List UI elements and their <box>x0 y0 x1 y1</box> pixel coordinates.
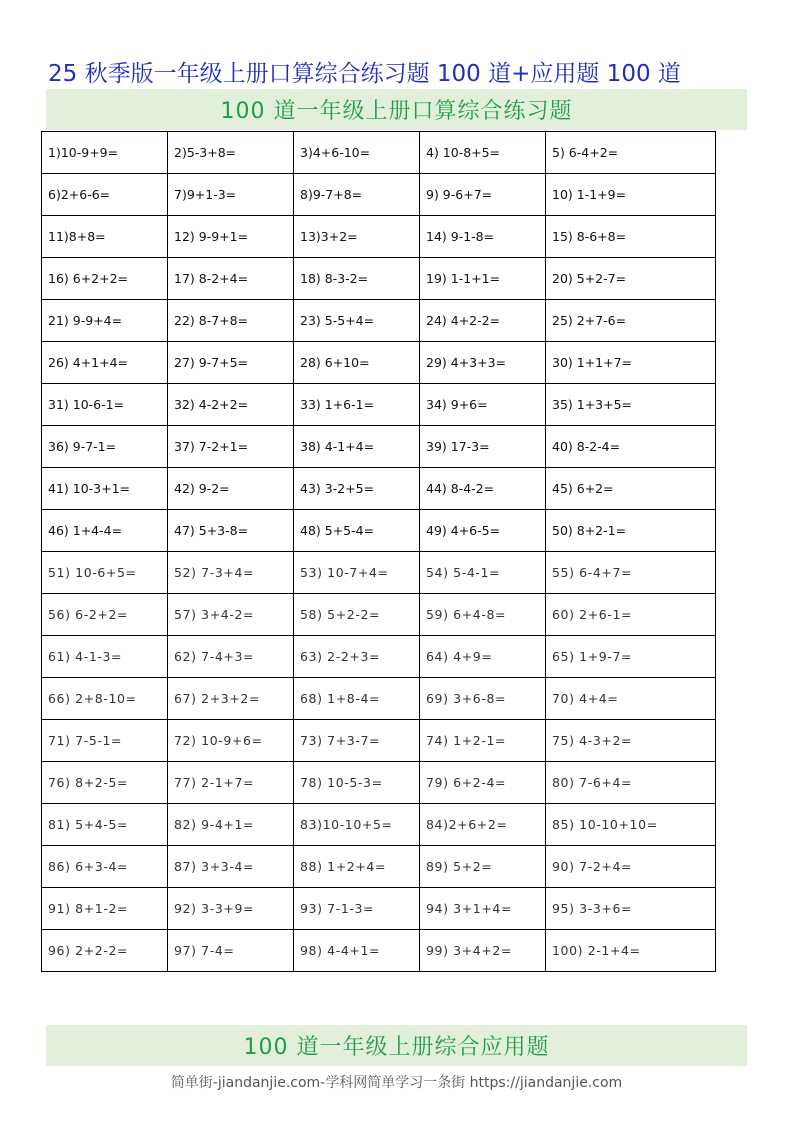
problem-cell: 38) 4-1+4= <box>294 426 420 468</box>
problem-cell: 61) 4-1-3= <box>42 636 168 678</box>
table-row <box>42 468 716 510</box>
problem-cell: 45) 6+2= <box>546 468 716 510</box>
problem-cell: 13)3+2= <box>294 216 420 258</box>
table-row <box>42 258 716 300</box>
problem-cell: 12) 9-9+1= <box>168 216 294 258</box>
problem-cell: 90) 7-2+4= <box>546 846 716 888</box>
table-row <box>42 342 716 384</box>
problem-cell: 23) 5-5+4= <box>294 300 420 342</box>
table-row <box>42 846 716 888</box>
problem-cell: 9) 9-6+7= <box>420 174 546 216</box>
table-row <box>42 510 716 552</box>
problem-cell: 59) 6+4-8= <box>420 594 546 636</box>
problem-cell: 39) 17-3= <box>420 426 546 468</box>
table-row <box>42 594 716 636</box>
problem-cell: 70) 4+4= <box>546 678 716 720</box>
problem-cell: 100) 2-1+4= <box>546 930 716 972</box>
problem-cell: 17) 8-2+4= <box>168 258 294 300</box>
problem-cell: 88) 1+2+4= <box>294 846 420 888</box>
problem-cell: 11)8+8= <box>42 216 168 258</box>
table-row <box>42 762 716 804</box>
table-row <box>42 720 716 762</box>
table-row <box>42 804 716 846</box>
problem-cell: 36) 9-7-1= <box>42 426 168 468</box>
problem-cell: 65) 1+9-7= <box>546 636 716 678</box>
problem-cell: 71) 7-5-1= <box>42 720 168 762</box>
problem-cell: 6)2+6-6= <box>42 174 168 216</box>
problem-cell: 21) 9-9+4= <box>42 300 168 342</box>
table-row <box>42 426 716 468</box>
problem-cell: 91) 8+1-2= <box>42 888 168 930</box>
problem-cell: 75) 4-3+2= <box>546 720 716 762</box>
problem-cell: 26) 4+1+4= <box>42 342 168 384</box>
problem-cell: 20) 5+2-7= <box>546 258 716 300</box>
problem-cell: 46) 1+4-4= <box>42 510 168 552</box>
problem-cell: 14) 9-1-8= <box>420 216 546 258</box>
problem-cell: 28) 6+10= <box>294 342 420 384</box>
section-heading-word-problems <box>46 1025 747 1066</box>
problem-cell: 44) 8-4-2= <box>420 468 546 510</box>
table-row <box>42 636 716 678</box>
problem-cell: 41) 10-3+1= <box>42 468 168 510</box>
problem-cell: 18) 8-3-2= <box>294 258 420 300</box>
problem-cell: 99) 3+4+2= <box>420 930 546 972</box>
table-row <box>42 888 716 930</box>
problem-cell: 74) 1+2-1= <box>420 720 546 762</box>
problem-cell: 22) 8-7+8= <box>168 300 294 342</box>
problem-cell: 16) 6+2+2= <box>42 258 168 300</box>
problem-cell: 25) 2+7-6= <box>546 300 716 342</box>
problem-cell: 4) 10-8+5= <box>420 132 546 174</box>
problem-cell: 19) 1-1+1= <box>420 258 546 300</box>
problem-cell: 48) 5+5-4= <box>294 510 420 552</box>
table-row <box>42 930 716 972</box>
problem-cell: 97) 7-4= <box>168 930 294 972</box>
problem-cell: 89) 5+2= <box>420 846 546 888</box>
problem-cell: 72) 10-9+6= <box>168 720 294 762</box>
problem-cell: 79) 6+2-4= <box>420 762 546 804</box>
problem-cell: 31) 10-6-1= <box>42 384 168 426</box>
problem-cell: 29) 4+3+3= <box>420 342 546 384</box>
problem-cell: 68) 1+8-4= <box>294 678 420 720</box>
problem-cell: 60) 2+6-1= <box>546 594 716 636</box>
problem-cell: 85) 10-10+10= <box>546 804 716 846</box>
problem-cell: 3)4+6-10= <box>294 132 420 174</box>
problem-cell: 93) 7-1-3= <box>294 888 420 930</box>
problem-cell: 49) 4+6-5= <box>420 510 546 552</box>
problem-cell: 50) 8+2-1= <box>546 510 716 552</box>
problem-cell: 87) 3+3-4= <box>168 846 294 888</box>
problem-cell: 34) 9+6= <box>420 384 546 426</box>
problem-cell: 37) 7-2+1= <box>168 426 294 468</box>
problem-cell: 30) 1+1+7= <box>546 342 716 384</box>
problem-cell: 84)2+6+2= <box>420 804 546 846</box>
problem-cell: 95) 3-3+6= <box>546 888 716 930</box>
problem-cell: 92) 3-3+9= <box>168 888 294 930</box>
problem-cell: 1)10-9+9= <box>42 132 168 174</box>
problem-cell: 10) 1-1+9= <box>546 174 716 216</box>
table-row <box>42 552 716 594</box>
problem-cell: 63) 2-2+3= <box>294 636 420 678</box>
problem-cell: 35) 1+3+5= <box>546 384 716 426</box>
problem-table-body <box>42 132 716 972</box>
problem-cell: 83)10-10+5= <box>294 804 420 846</box>
problem-cell: 73) 7+3-7= <box>294 720 420 762</box>
problem-cell: 67) 2+3+2= <box>168 678 294 720</box>
problem-cell: 57) 3+4-2= <box>168 594 294 636</box>
problem-cell: 32) 4-2+2= <box>168 384 294 426</box>
problem-cell: 66) 2+8-10= <box>42 678 168 720</box>
table-row <box>42 132 716 174</box>
problem-cell: 15) 8-6+8= <box>546 216 716 258</box>
document-title: 25 秋季版一年级上册口算综合练习题 100 道+应用题 100 道 <box>48 61 681 87</box>
problem-cell: 82) 9-4+1= <box>168 804 294 846</box>
problem-cell: 78) 10-5-3= <box>294 762 420 804</box>
table-row <box>42 216 716 258</box>
problem-cell: 64) 4+9= <box>420 636 546 678</box>
problem-cell: 8)9-7+8= <box>294 174 420 216</box>
problem-cell: 96) 2+2-2= <box>42 930 168 972</box>
problem-cell: 76) 8+2-5= <box>42 762 168 804</box>
problem-table <box>41 131 716 972</box>
problem-cell: 98) 4-4+1= <box>294 930 420 972</box>
section-heading-text: 100 道一年级上册综合应用题 <box>243 1035 550 1060</box>
problem-cell: 86) 6+3-4= <box>42 846 168 888</box>
problem-cell: 47) 5+3-8= <box>168 510 294 552</box>
problem-cell: 52) 7-3+4= <box>168 552 294 594</box>
table-row <box>42 678 716 720</box>
problem-cell: 42) 9-2= <box>168 468 294 510</box>
problem-cell: 62) 7-4+3= <box>168 636 294 678</box>
problem-cell: 43) 3-2+5= <box>294 468 420 510</box>
problem-cell: 40) 8-2-4= <box>546 426 716 468</box>
problem-cell: 7)9+1-3= <box>168 174 294 216</box>
problem-cell: 5) 6-4+2= <box>546 132 716 174</box>
problem-cell: 51) 10-6+5= <box>42 552 168 594</box>
problem-cell: 27) 9-7+5= <box>168 342 294 384</box>
problem-cell: 2)5-3+8= <box>168 132 294 174</box>
table-row <box>42 174 716 216</box>
problem-cell: 56) 6-2+2= <box>42 594 168 636</box>
problem-cell: 53) 10-7+4= <box>294 552 420 594</box>
problem-cell: 81) 5+4-5= <box>42 804 168 846</box>
page-footer: 简单街-jiandanjie.com-学科网简单学习一条街 https://jiandanjie.com <box>170 1075 623 1091</box>
section-heading-oral-arithmetic <box>46 89 747 130</box>
problem-cell: 54) 5-4-1= <box>420 552 546 594</box>
problem-cell: 55) 6-4+7= <box>546 552 716 594</box>
table-row <box>42 384 716 426</box>
problem-cell: 58) 5+2-2= <box>294 594 420 636</box>
problem-cell: 33) 1+6-1= <box>294 384 420 426</box>
problem-cell: 80) 7-6+4= <box>546 762 716 804</box>
section-heading-text: 100 道一年级上册口算综合练习题 <box>220 99 573 124</box>
problem-cell: 94) 3+1+4= <box>420 888 546 930</box>
table-row <box>42 300 716 342</box>
problem-cell: 77) 2-1+7= <box>168 762 294 804</box>
problem-cell: 69) 3+6-8= <box>420 678 546 720</box>
problem-cell: 24) 4+2-2= <box>420 300 546 342</box>
